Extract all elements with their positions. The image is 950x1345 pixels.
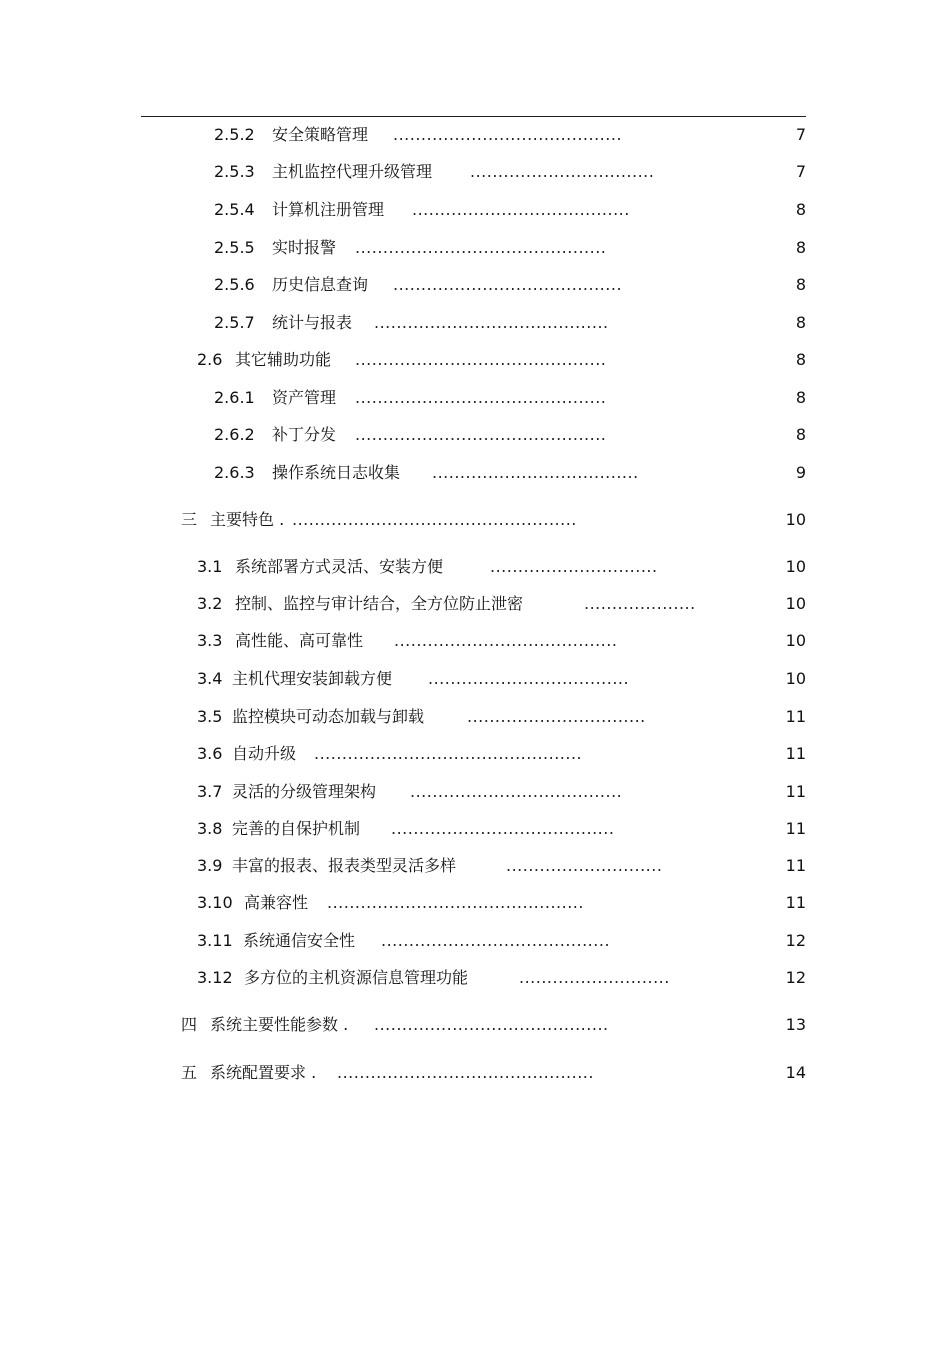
toc-entry-number: 3.3 (197, 631, 223, 650)
toc-entry-page: 10 (785, 557, 806, 576)
toc-entry-page: 13 (785, 1015, 806, 1034)
toc-entry-title: 安全策略管理 (272, 125, 369, 144)
toc-entry[interactable] (0, 555, 950, 579)
toc-entry-number: 3.6 (197, 744, 223, 763)
toc-entry-title: 统计与报表 (272, 313, 353, 332)
toc-entry-page: 8 (795, 425, 806, 444)
toc-entry[interactable] (0, 160, 950, 184)
toc-entry-title: 丰富的报表、报表类型灵活多样 (232, 856, 457, 875)
toc-entry-leader: .............................. (490, 557, 658, 576)
toc-entry-number: 3.12 (197, 968, 233, 987)
toc-entry-title: 实时报警 (272, 238, 337, 257)
toc-entry-page: 11 (785, 819, 806, 838)
toc-entry-leader: ............................................. (355, 350, 607, 369)
toc-entry-page: 11 (785, 707, 806, 726)
toc-entry-title: 系统通信安全性 (243, 931, 356, 950)
toc-entry[interactable] (0, 966, 950, 990)
toc-entry-page: 11 (785, 893, 806, 912)
toc-entry[interactable] (0, 508, 950, 532)
toc-entry-page: 8 (795, 350, 806, 369)
toc-entry[interactable] (0, 592, 950, 616)
toc-entry[interactable] (0, 198, 950, 222)
toc-entry-number: 2.5.5 (214, 238, 255, 257)
toc-entry-title: 高性能、高可靠性 (235, 631, 364, 650)
toc-entry-number: 3.4 (197, 669, 223, 688)
toc-entry-number: 2.6.3 (214, 463, 255, 482)
toc-entry-page: 8 (795, 388, 806, 407)
toc-entry-page: 7 (795, 125, 806, 144)
toc-entry-page: 10 (785, 594, 806, 613)
toc-entry[interactable] (0, 123, 950, 147)
toc-entry[interactable] (0, 423, 950, 447)
toc-entry-leader: ..................................... (432, 463, 639, 482)
toc-entry-page: 10 (785, 631, 806, 650)
toc-entry-leader: ................................................ (314, 744, 583, 763)
toc-entry-leader: ........................................ (394, 631, 618, 650)
toc-entry-leader: ......................................... (393, 275, 623, 294)
toc-entry-leader: .................... (584, 594, 696, 613)
toc-entry-title: 历史信息查询 (272, 275, 369, 294)
toc-entry[interactable] (0, 1061, 950, 1085)
toc-entry-title: 高兼容性 (244, 893, 309, 912)
toc-entry-title: 监控模块可动态加载与卸载 (232, 707, 425, 726)
toc-entry-number: 3.11 (197, 931, 233, 950)
toc-entry-title: 完善的自保护机制 (232, 819, 361, 838)
toc-entry-leader: ............................................. (355, 388, 607, 407)
toc-entry-title: 资产管理 (272, 388, 337, 407)
toc-entry-number: 三 (181, 510, 198, 529)
toc-entry[interactable] (0, 929, 950, 953)
toc-entry[interactable] (0, 311, 950, 335)
toc-entry-title: 主机监控代理升级管理 (272, 162, 433, 181)
toc-entry-leader: .............................................. (337, 1063, 594, 1082)
toc-entry-leader: ................................. (470, 162, 655, 181)
toc-entry-page: 11 (785, 856, 806, 875)
toc-entry-page: 8 (795, 275, 806, 294)
toc-entry-number: 3.9 (197, 856, 223, 875)
toc-entry-title: 操作系统日志收集 (272, 463, 401, 482)
toc-entry-page: 8 (795, 200, 806, 219)
toc-entry-title: 主机代理安装卸载方便 (232, 669, 393, 688)
toc-entry[interactable] (0, 891, 950, 915)
toc-entry-title: 系统部署方式灵活、安装方便 (235, 557, 444, 576)
toc-entry[interactable] (0, 461, 950, 485)
toc-entry-page: 8 (795, 238, 806, 257)
toc-entry-leader: ...................................... (410, 782, 623, 801)
toc-entry-number: 2.5.7 (214, 313, 255, 332)
toc-entry-leader: ........................... (519, 968, 670, 987)
toc-entry-page: 10 (785, 669, 806, 688)
toc-entry[interactable] (0, 629, 950, 653)
toc-entry-title: 主要特色 . (210, 510, 285, 529)
toc-entry-number: 3.1 (197, 557, 223, 576)
toc-entry-leader: .......................................... (374, 1015, 609, 1034)
toc-entry-page: 12 (785, 968, 806, 987)
toc-entry[interactable] (0, 667, 950, 691)
toc-entry-leader: ............................................. (355, 238, 607, 257)
toc-entry-title: 控制、监控与审计结合，全方位防止泄密 (235, 594, 524, 613)
toc-entry-number: 五 (181, 1063, 198, 1082)
toc-entry[interactable] (0, 817, 950, 841)
toc-entry-title: 自动升级 (232, 744, 297, 763)
toc-entry-leader: ............................................. (355, 425, 607, 444)
toc-entry-number: 四 (181, 1015, 198, 1034)
toc-entry-title: 系统主要性能参数 . (210, 1015, 349, 1034)
toc-entry-page: 9 (795, 463, 806, 482)
toc-entry-number: 3.7 (197, 782, 223, 801)
toc-entry-title: 补丁分发 (272, 425, 337, 444)
toc-entry-page: 11 (785, 782, 806, 801)
toc-entry-number: 3.5 (197, 707, 223, 726)
toc-entry-leader: .............................................. (327, 893, 584, 912)
toc-entry-title: 多方位的主机资源信息管理功能 (244, 968, 469, 987)
toc-entry-leader: ................................................... (292, 510, 577, 529)
toc-entry-number: 2.6.2 (214, 425, 255, 444)
toc-entry[interactable] (0, 854, 950, 878)
toc-entry-number: 2.5.3 (214, 162, 255, 181)
toc-entry-page: 10 (785, 510, 806, 529)
toc-entry-number: 2.5.2 (214, 125, 255, 144)
toc-entry-leader: ............................ (506, 856, 663, 875)
toc-entry-leader: .......................................... (374, 313, 609, 332)
toc-entry-number: 3.10 (197, 893, 233, 912)
toc-entry-page: 14 (785, 1063, 806, 1082)
toc-entry-number: 2.5.4 (214, 200, 255, 219)
toc-entry[interactable] (0, 742, 950, 766)
toc-entry-title: 系统配置要求 . (210, 1063, 317, 1082)
toc-entry-page: 11 (785, 744, 806, 763)
toc-entry-leader: ....................................... (412, 200, 630, 219)
toc-entry-leader: ......................................... (393, 125, 623, 144)
toc-entry-number: 2.6 (197, 350, 223, 369)
toc-entry-page: 7 (795, 162, 806, 181)
toc-entry-number: 2.5.6 (214, 275, 255, 294)
toc-entry-leader: .................................... (428, 669, 630, 688)
toc-entry-leader: ......................................... (381, 931, 611, 950)
toc-entry[interactable] (0, 236, 950, 260)
toc-entry[interactable] (0, 780, 950, 804)
toc-entry[interactable] (0, 1013, 950, 1037)
toc-entry-title: 计算机注册管理 (272, 200, 385, 219)
toc-entry-title: 灵活的分级管理架构 (232, 782, 377, 801)
toc-entry-page: 12 (785, 931, 806, 950)
toc-entry-leader: ........................................ (391, 819, 615, 838)
toc-entry[interactable] (0, 705, 950, 729)
toc-entry-number: 3.8 (197, 819, 223, 838)
toc-entry-title: 其它辅助功能 (235, 350, 332, 369)
toc-entry[interactable] (0, 348, 950, 372)
toc-entry-number: 2.6.1 (214, 388, 255, 407)
toc-entry[interactable] (0, 386, 950, 410)
toc-entry[interactable] (0, 273, 950, 297)
toc-entry-number: 3.2 (197, 594, 223, 613)
toc-entry-page: 8 (795, 313, 806, 332)
toc-entry-leader: ................................ (467, 707, 646, 726)
